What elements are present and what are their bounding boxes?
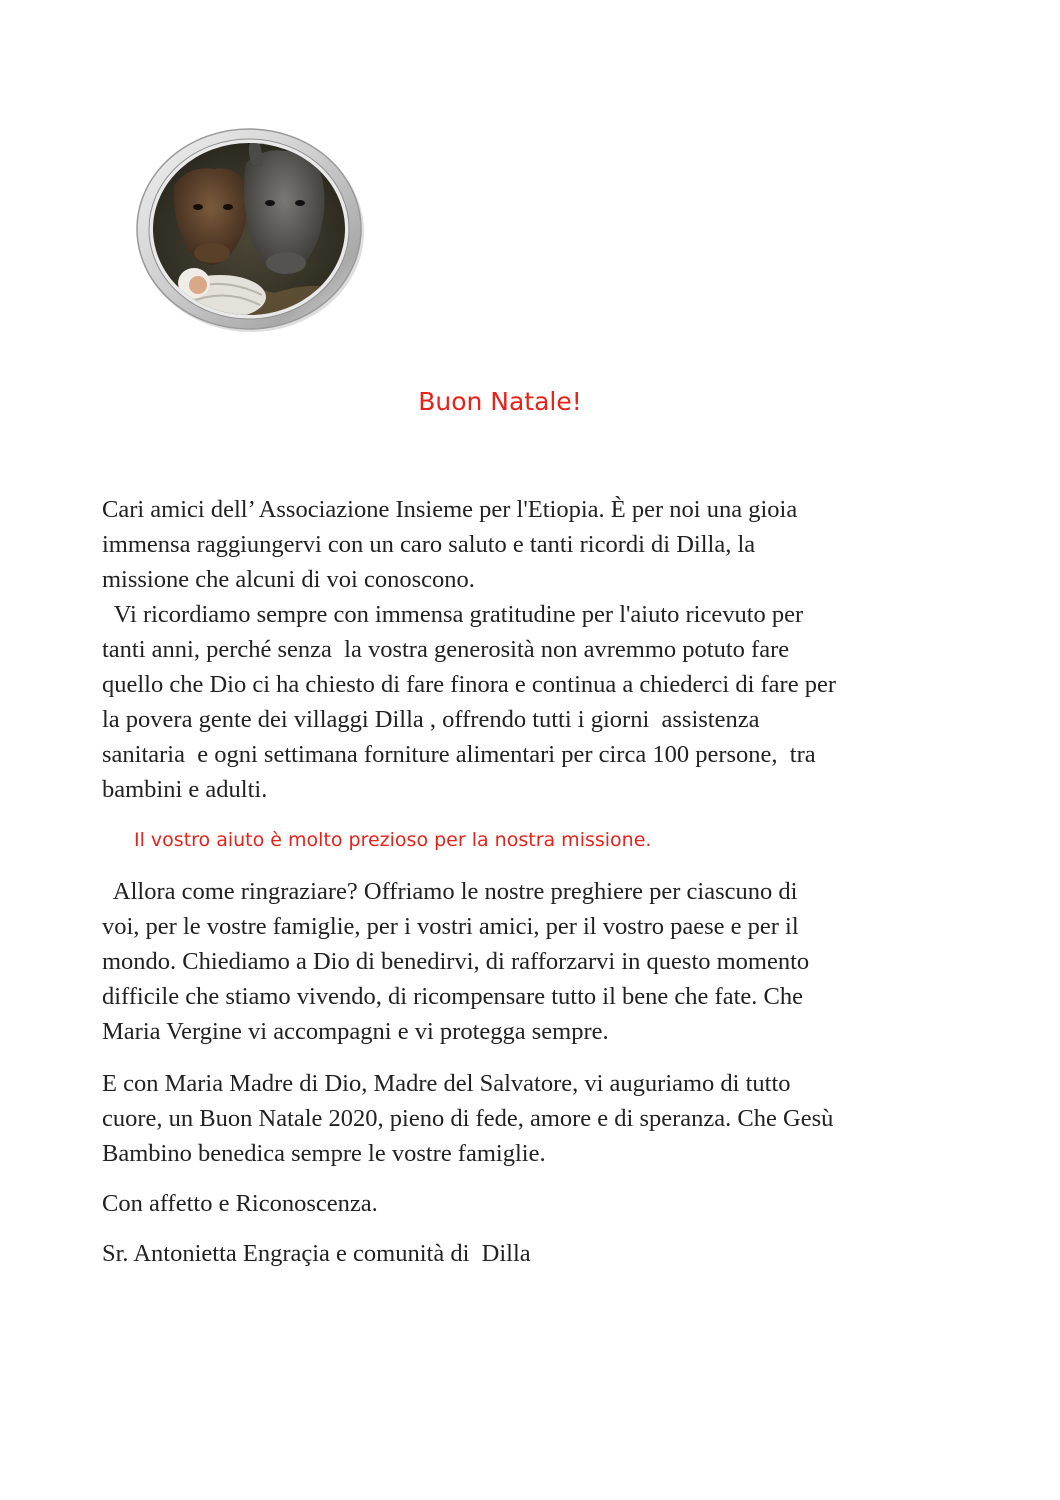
- text-line: mondo. Chiediamo a Dio di benedirvi, di rafforzarvi in questo momento: [102, 948, 810, 975]
- highlight-sentence: Il vostro aiuto è molto prezioso per la nostra missione.: [134, 829, 652, 851]
- text-line: immensa raggiungervi con un caro saluto e tanti ricordi di Dilla, la: [102, 531, 756, 558]
- text-line: la povera gente dei villaggi Dilla , offrendo tutti i giorni assistenza: [102, 706, 760, 733]
- text-line: bambini e adulti.: [102, 776, 268, 803]
- text-line: Bambino benedica sempre le vostre famiglie.: [102, 1140, 546, 1167]
- text-line: missione che alcuni di voi conoscono.: [102, 566, 475, 593]
- text-line: E con Maria Madre di Dio, Madre del Salvatore, vi auguriamo di tutto: [102, 1070, 791, 1097]
- text-line: difficile che stiamo vivendo, di ricompensare tutto il bene che fate. Che: [102, 983, 803, 1010]
- greeting-title: [0, 387, 1000, 416]
- text-line: Maria Vergine vi accompagni e vi protegga sempre.: [102, 1018, 609, 1045]
- paragraph-intro: [102, 492, 972, 807]
- greeting-text: Buon Natale!: [418, 387, 582, 416]
- paragraph-thanks: [102, 874, 972, 1049]
- closing-line: Con affetto e Riconoscenza.: [102, 1190, 378, 1217]
- text-line: cuore, un Buon Natale 2020, pieno di fede, amore e di speranza. Che Gesù: [102, 1105, 834, 1132]
- text-line: Vi ricordiamo sempre con immensa gratitudine per l'aiuto ricevuto per: [102, 601, 804, 628]
- text-line: voi, per le vostre famiglie, per i vostri amici, per il vostro paese e per il: [102, 913, 799, 940]
- text-line: tanti anni, perché senza la vostra generosità non avremmo potuto fare: [102, 636, 790, 663]
- paragraph-wishes: [102, 1066, 972, 1171]
- text-line: Allora come ringraziare? Offriamo le nostre preghiere per ciascuno di: [102, 878, 798, 905]
- text-line: sanitaria e ogni settimana forniture alimentari per circa 100 persone, tra: [102, 741, 816, 768]
- text-line: Cari amici dell’ Associazione Insieme per l'Etiopia. È per noi una gioia: [102, 496, 798, 523]
- text-line: quello che Dio ci ha chiesto di fare finora e continua a chiederci di fare per: [102, 671, 836, 698]
- signature: Sr. Antonietta Engraçia e comunità di Dilla: [102, 1240, 531, 1267]
- nativity-medallion-image: [134, 125, 364, 333]
